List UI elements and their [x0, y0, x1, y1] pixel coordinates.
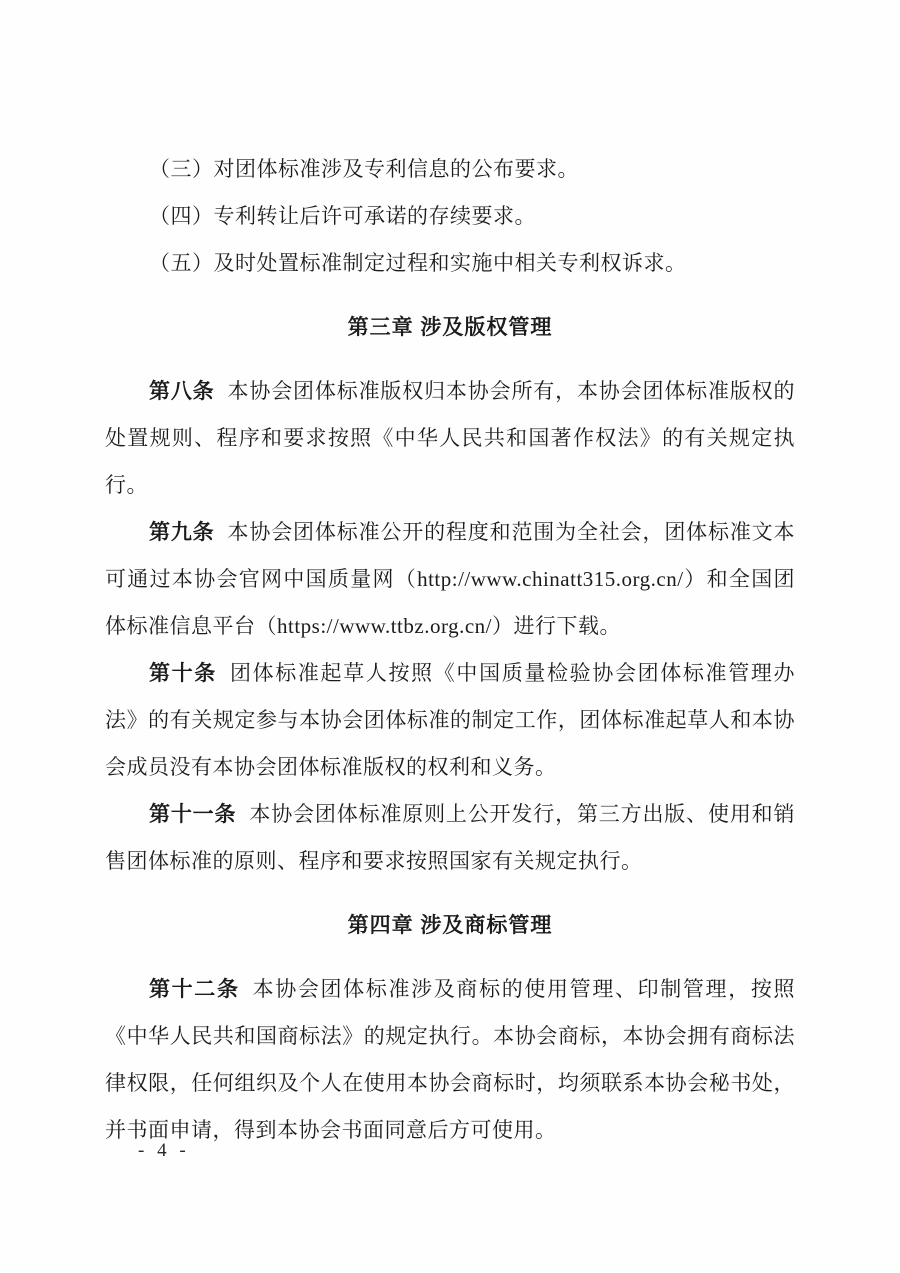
- article-label: 第九条: [149, 521, 215, 544]
- list-item: （五）及时处置标准制定过程和实施中相关专利权诉求。: [149, 251, 687, 275]
- chapter-heading: 第四章 涉及商标管理: [347, 914, 553, 937]
- article-paragraph: [105, 509, 795, 650]
- article-paragraph: [105, 368, 795, 509]
- article-text: 本协会团体标准涉及商标的使用管理、印制管理，按照《中华人民共和国商标法》的规定执行。本协会商标，本协会拥有商标法律权限，任何组织及个人在使用本协会商标时，均须联系本协会秘书处，并书面申请，得到本协会书面同意后方可使用。: [105, 977, 795, 1142]
- article-label: 第十二条: [149, 978, 240, 1001]
- document-content: [105, 146, 795, 1154]
- article-paragraph: [105, 966, 795, 1154]
- article-label: 第十条: [149, 662, 217, 685]
- article-text: 本协会团体标准版权归本协会所有，本协会团体标准版权的处置规则、程序和要求按照《中华人民共和国著作权法》的有关规定执行。: [105, 379, 796, 497]
- article-text: 本协会团体标准原则上公开发行，第三方出版、使用和销售团体标准的原则、程序和要求按照国家有关规定执行。: [105, 802, 795, 873]
- article-text: 团体标准起草人按照《中国质量检验协会团体标准管理办法》的有关规定参与本协会团体标准的制定工作，团体标准起草人和本协会成员没有本协会团体标准版权的权利和义务。: [105, 661, 796, 779]
- article-label: 第八条: [149, 380, 215, 403]
- article-paragraph: [105, 791, 795, 885]
- article-label: 第十一条: [149, 803, 237, 826]
- article-paragraph: [105, 650, 795, 791]
- page-number: - 4 -: [138, 1140, 190, 1161]
- list-item: （四）专利转让后许可承诺的存续要求。: [149, 204, 536, 228]
- article-text: 本协会团体标准公开的程度和范围为全社会，团体标准文本可通过本协会官网中国质量网（http://www.chinatt315.org.cn/）和全国团体标准信息平台（https://www.ttbz.org.cn/）进行下载。: [105, 520, 796, 638]
- chapter-heading: 第三章 涉及版权管理: [347, 316, 553, 339]
- list-item: （三）对团体标准涉及专利信息的公布要求。: [149, 157, 579, 181]
